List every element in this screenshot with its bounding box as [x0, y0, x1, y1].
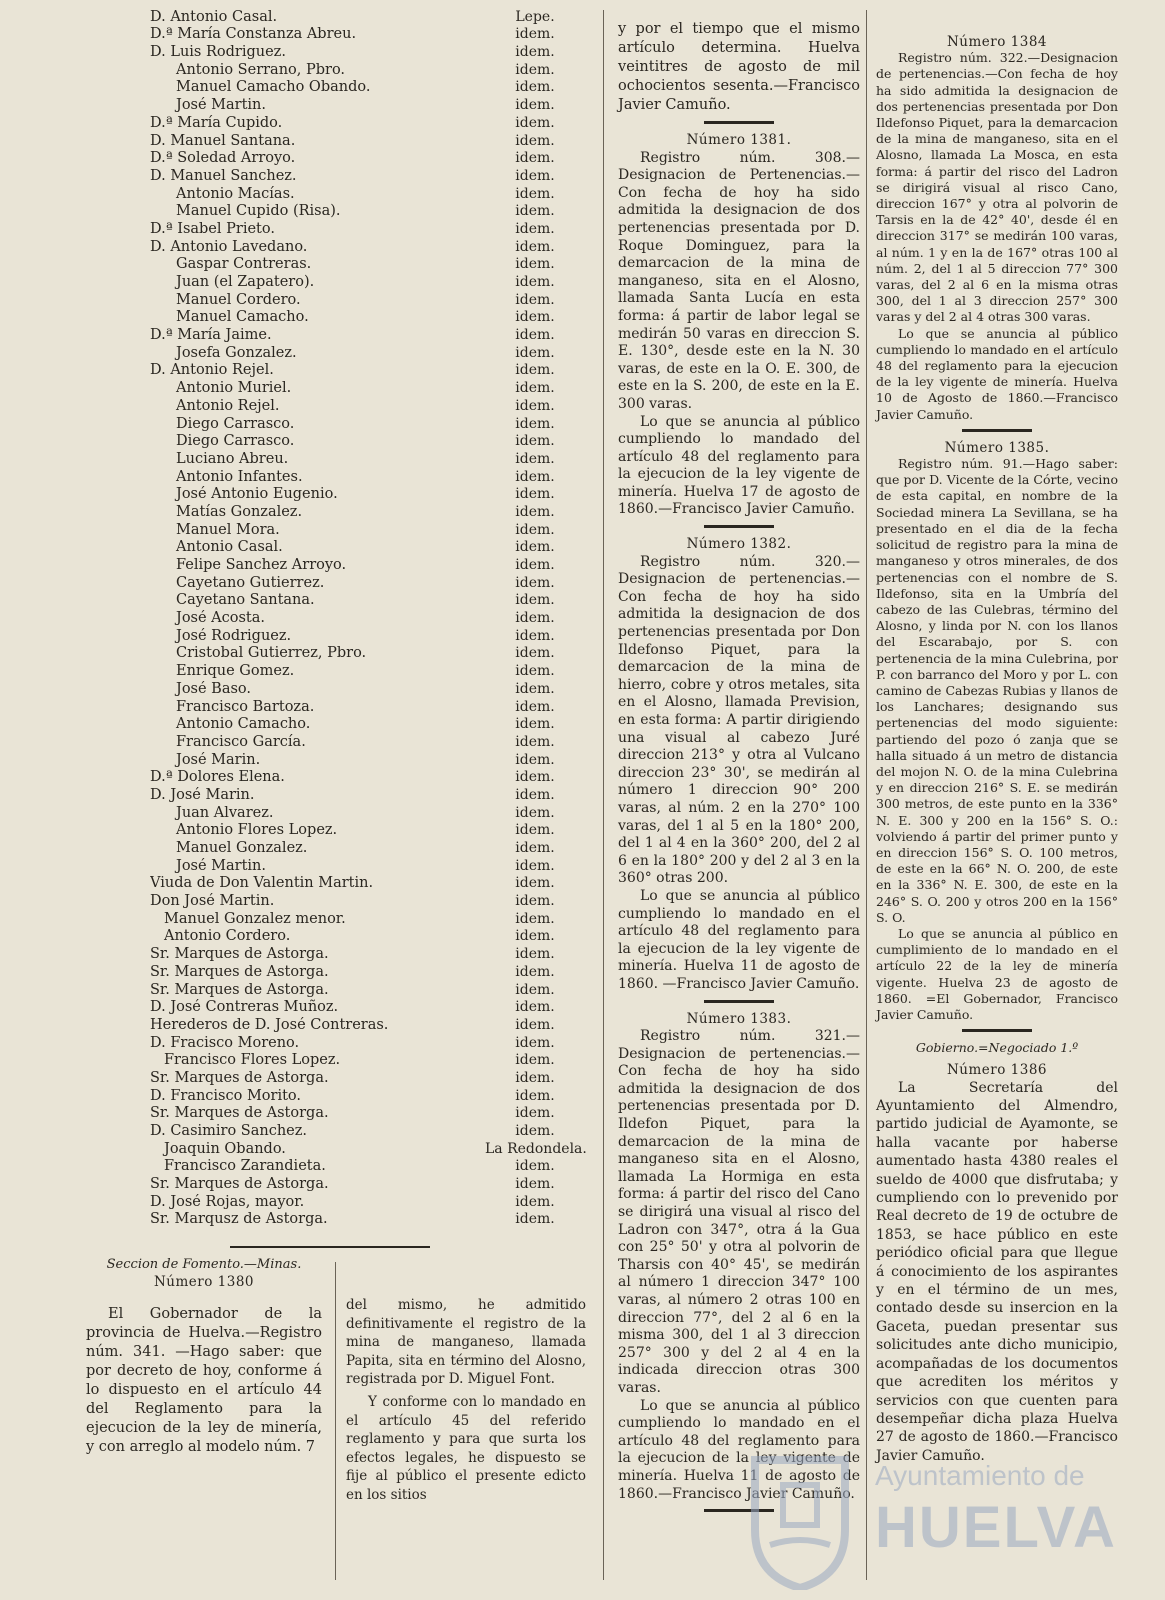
place-name: idem. — [515, 574, 555, 591]
person-name: José Martin. — [176, 857, 267, 874]
place-name: idem. — [515, 822, 555, 839]
place-name: idem. — [515, 256, 555, 273]
person-name: D.ª María Cupido. — [150, 114, 283, 131]
name-row — [150, 26, 620, 44]
name-row — [150, 645, 620, 663]
person-name: Sr. Marqusz de Astorga. — [150, 1211, 328, 1228]
name-row — [150, 1175, 620, 1193]
fomento-col-2 — [346, 1296, 586, 1505]
place-name: idem. — [515, 380, 555, 397]
person-name: Antonio Serrano, Pbro. — [176, 61, 346, 78]
name-row — [150, 592, 620, 610]
person-name: José Acosta. — [176, 610, 266, 627]
person-name: Francisco Bartoza. — [176, 698, 315, 715]
name-row — [150, 291, 620, 309]
place-name: idem. — [515, 274, 555, 290]
notice-number-1382: Número 1382. — [686, 536, 792, 553]
person-name: D. José Contreras Muñoz. — [150, 999, 339, 1016]
column-divider — [603, 10, 604, 1580]
place-name: idem. — [515, 698, 555, 715]
place-name: idem. — [515, 557, 555, 573]
place-name: idem. — [515, 132, 555, 149]
name-row — [150, 150, 620, 168]
person-name: Juan Alvarez. — [176, 804, 274, 821]
person-name: Sr. Marques de Astorga. — [150, 963, 329, 980]
name-row — [150, 238, 620, 256]
name-row — [150, 1158, 620, 1176]
name-row — [150, 8, 620, 26]
person-name: José Antonio Eugenio. — [176, 486, 338, 503]
ayuntamiento-watermark — [745, 1440, 1155, 1590]
place-name: idem. — [515, 1034, 555, 1051]
name-row — [150, 344, 620, 362]
person-name: José Marin. — [176, 751, 261, 768]
notice-number-1384: Número 1384 — [946, 34, 1048, 50]
place-name: idem. — [515, 1211, 555, 1228]
name-row — [150, 627, 620, 645]
name-row — [150, 273, 620, 291]
person-name: Antonio Cordero. — [164, 928, 291, 945]
person-name: Manuel Cordero. — [176, 291, 301, 308]
place-name: idem. — [515, 875, 555, 892]
name-row — [150, 698, 620, 716]
place-name: idem. — [515, 503, 555, 520]
name-row — [150, 1016, 620, 1034]
place-name: idem. — [515, 946, 555, 963]
place-name: idem. — [515, 521, 555, 538]
place-name: idem. — [515, 963, 555, 980]
place-name: idem. — [515, 680, 555, 697]
place-name: idem. — [515, 362, 555, 379]
name-row — [150, 999, 620, 1017]
notice-1383-announce: Lo que se anuncia al público cumpliendo lo mandado en el artículo 48 del reglamento para la ejecucion de la ley vigente de minería. Huelva 11 de agosto de 1860.—Francisco Javier Camuño. — [618, 1397, 860, 1502]
place-name: idem. — [515, 786, 555, 803]
place-name: idem. — [515, 97, 555, 114]
place-name: idem. — [515, 1052, 555, 1069]
person-name: D. Luis Rodriguez. — [150, 44, 286, 61]
name-row — [150, 945, 620, 963]
name-row — [150, 769, 620, 787]
person-name: José Martin. — [176, 97, 267, 114]
name-row — [150, 185, 620, 203]
person-name: D. José Marin. — [150, 786, 255, 803]
person-name: Manuel Mora. — [176, 521, 280, 538]
name-list — [150, 8, 620, 1228]
place-name: idem. — [515, 61, 555, 78]
person-name: Manuel Gonzalez. — [176, 840, 308, 856]
person-name: Antonio Muriel. — [176, 380, 292, 397]
person-name: Cayetano Santana. — [176, 592, 315, 609]
notice-1384-announce: Lo que se anuncia al público cumpliendo lo mandado en el artículo 48 del reglamento para la ejecucion de la ley vigente de minería. Huelva 10 de Agosto de 1860.—Francisco Javier Camuño. — [876, 325, 1118, 422]
section-header: Seccion de Fomento.—Minas. — [106, 1257, 302, 1272]
notice-number-1381: Número 1381. — [686, 132, 792, 148]
coat-of-arms-icon — [745, 1440, 855, 1590]
place-name: idem. — [515, 733, 555, 750]
notice-1380-text-end: Y conforme con lo mandado en el artículo 45 del referido reglamento y para que surta los efectos legales, he dispuesto se fije al público el presente edicto en los sitios — [346, 1393, 586, 1503]
name-row — [150, 61, 620, 79]
notice-number-1385: Número 1385. — [944, 439, 1050, 456]
place-name: idem. — [515, 539, 555, 556]
place-name: idem. — [515, 114, 555, 131]
place-name: idem. — [515, 769, 555, 786]
place-name: idem. — [515, 238, 555, 255]
person-name: Manuel Camacho. — [176, 309, 309, 326]
place-name: idem. — [515, 1069, 555, 1086]
place-name: idem. — [515, 44, 555, 61]
place-name: idem. — [515, 433, 555, 450]
place-name: idem. — [515, 220, 555, 237]
notice-1380-text-cont: del mismo, he admitido definitivamente el registro de la mina de manganeso, llamada Papita, sita en término del Alosno, registrada por D. Miguel Font. — [346, 1297, 586, 1388]
person-name: Cristobal Gutierrez, Pbro. — [176, 645, 367, 662]
place-name: idem. — [515, 716, 555, 733]
place-name: idem. — [515, 450, 555, 467]
person-name: D.ª Isabel Prieto. — [150, 220, 275, 237]
notice-1384-text: Registro núm. 322.—Designacion de pertenencias.—Con fecha de hoy ha sido admitida la designacion de dos pertenencias presentada por Don Ildefonso Piquet, para la demarcacion de la mina de manganeso, sita en el Alosno, llamada La Mosca, en esta forma: á partir del risco del Ladron se dirigirá visual al risco Cano, direccion 167° y otra al polvorin de Tarsis en la de 42° 40', desde él en direccion 317° se medirán 100 varas, al núm. 1 y en la de 167° otras 100 al núm. 2, del 1 al 5 direccion 77° 300 varas, del 2 al 6 en la misma otras 300, del 1 al 3 direccion 257° 300 varas y del 2 al 4 otras 300 varas. — [876, 50, 1118, 325]
name-row — [150, 1105, 620, 1123]
person-name: Francisco Flores Lopez. — [164, 1052, 341, 1069]
place-name: idem. — [515, 1105, 555, 1122]
name-row — [150, 203, 620, 221]
name-row — [150, 539, 620, 557]
notice-1385-text: Registro núm. 91.—Hago saber: que por D. Vicente de la Córte, vecino de esta capital, en nombre de la Sociedad minera La Sevillana, se ha presentado en el dia de la fecha solicitud de registro para la mina de manganeso y otros minerales, de dos pertenencias con el nombre de S. Ildefonso, sita en la Umbría del cabezo de las Culebras, término del Alosno, y linda por N. con los llanos del Escarabajo, por S. con pertenencia de la mina Culebrina, por P. con barranco del Moro y por L. con camino de Cabezas Rubias y llanos de los Lanchares; designando sus pertenencias del modo siguiente: partiendo del pozo ó zanja que se halla situado á un metro de distancia del mojon N. O. de la mina Culebrina y en direccion 216° S. E. se medirán 300 metros, de este punto en la 336° N. E. 300 y 200 en la 156° S. O.: volviendo á partir del primer punto y en direccion 156° S. O. 100 metros, de este en la 66° N. O. 200, de este en la 336° N. E. 300, de este en la 246° S. O. 200 y otros 200 en la 156° S. O. — [876, 456, 1118, 925]
place-name: idem. — [515, 26, 555, 43]
person-name: Manuel Gonzalez menor. — [164, 910, 346, 927]
person-name: D. Francisco Morito. — [150, 1087, 302, 1104]
person-name: D.ª María Constanza Abreu. — [150, 26, 357, 43]
person-name: Enrique Gomez. — [176, 663, 295, 680]
person-name: D.ª Soledad Arroyo. — [150, 150, 296, 167]
person-name: Sr. Marques de Astorga. — [150, 1069, 329, 1086]
place-name: idem. — [515, 1016, 555, 1033]
person-name: Antonio Casal. — [176, 539, 283, 556]
person-name: D. José Rojas, mayor. — [150, 1193, 305, 1210]
name-row — [150, 910, 620, 928]
notice-1383-text: Registro núm. 321.—Designacion de pertenencias.—Con fecha de hoy ha sido admitida la designacion de dos pertenencias presentada por D. Ildefon Piquet, para la demarcacion de la mina de manganeso sita en el Alosno, llamada La Hormiga en esta forma: á partir del risco del Cano se dirigirá una visual al risco del Ladron con 347°, otra á la Gua con 25° 50' y otra al polvorin de Tharsis con 40° 45', se medirán al número 1 direccion 347° 100 varas, al número 2 otras 100 en direccion 77°, del 2 al 6 en la misma 300, del 1 al 3 direccion 257° 300 y del 2 al 4 en la indicada direccion otras 300 varas. — [618, 1028, 860, 1396]
place-name: idem. — [515, 610, 555, 627]
name-row — [150, 397, 620, 415]
place-name: idem. — [515, 663, 555, 680]
person-name: Joaquin Obando. — [164, 1140, 286, 1157]
name-row — [150, 680, 620, 698]
separator — [962, 429, 1032, 432]
name-row — [150, 503, 620, 521]
place-name: idem. — [515, 309, 555, 326]
name-row — [150, 309, 620, 327]
name-row — [150, 662, 620, 680]
notice-1382-announce: Lo que se anuncia al público cumpliendo lo mandado en el artículo 48 del reglamento para la ejecucion de la ley vigente de minería. Huelva 11 de agosto de 1860. —Francisco Javier Camuño. — [618, 887, 860, 992]
name-row — [150, 822, 620, 840]
name-row — [150, 167, 620, 185]
name-row — [150, 1087, 620, 1105]
name-row — [150, 1193, 620, 1211]
person-name: Herederos de D. José Contreras. — [150, 1016, 389, 1033]
name-row — [150, 486, 620, 504]
name-row — [150, 96, 620, 114]
name-row — [150, 804, 620, 822]
name-row — [150, 114, 620, 132]
place-name: idem. — [515, 645, 555, 662]
notice-number-1380: Número 1380 — [153, 1273, 255, 1290]
person-name: D.ª María Jaime. — [150, 327, 272, 344]
person-name: José Rodriguez. — [176, 627, 292, 644]
notice-1386-text: La Secretaría del Ayuntamiento del Almendro, partido judicial de Ayamonte, se halla vacante por haberse aumentado hasta 4380 reales el sueldo de 4000 que disfrutaba; y cumpliendo con lo prevenido por Real decreto de 19 de octubre de 1853, se hace público en este periódico oficial para que llegue á conocimiento de los aspirantes y en el término de un mes, contado desde su insercion en la Gaceta, puedan presentar sus solicitudes ante dicho municipio, acompañadas de los documentos que acrediten los méritos y servicios con que cuenten para desempeñar dicha plaza Huelva 27 de agosto de 1860.—Francisco Javier Camuño. — [876, 1079, 1118, 1464]
person-name: Antonio Rejel. — [176, 397, 280, 414]
name-row — [150, 433, 620, 451]
gobierno-header: Gobierno.=Negociado 1.º — [915, 1040, 1079, 1056]
place-name: idem. — [515, 327, 555, 344]
person-name: D. Manuel Santana. — [150, 132, 296, 149]
place-name: idem. — [515, 397, 555, 414]
place-name: idem. — [515, 981, 555, 998]
place-name: idem. — [515, 893, 555, 910]
notice-1381-text: Registro núm. 308.—Designacion de Pertenencias.—Con fecha de hoy ha sido admitida la designacion de dos pertenencias presentada por D. Roque Dominguez, para la demarcacion de la mina de manganeso, sita en el Alosno, llamada Santa Lucía en esta forma: á partir de labor legal se medirán 50 varas en direccion S. E. 130°, desde este en la N. 30 varas, de este en la O. E. 300, de este en la S. 200, de este en la E. 300 varas. — [618, 149, 860, 412]
person-name: Diego Carrasco. — [176, 415, 295, 432]
person-name: Sr. Marques de Astorga. — [150, 946, 329, 963]
separator — [962, 1029, 1032, 1032]
place-name: idem. — [515, 999, 555, 1016]
place-name: idem. — [515, 468, 555, 485]
name-row — [150, 521, 620, 539]
person-name: Francisco García. — [176, 733, 306, 750]
place-name: idem. — [515, 167, 555, 184]
person-name: Don José Martin. — [150, 893, 275, 910]
separator — [704, 525, 774, 528]
section-rule — [230, 1246, 430, 1248]
place-name: idem. — [515, 1087, 555, 1104]
person-name: Sr. Marques de Astorga. — [150, 981, 329, 998]
place-name: idem. — [515, 150, 555, 167]
person-name: D. Casimiro Sanchez. — [150, 1123, 308, 1139]
place-name: idem. — [515, 203, 555, 220]
name-row — [150, 326, 620, 344]
name-row — [150, 716, 620, 734]
name-row — [150, 963, 620, 981]
name-row — [150, 415, 620, 433]
person-name: D. Antonio Casal. — [150, 8, 278, 25]
name-row — [150, 379, 620, 397]
place-name: idem. — [515, 910, 555, 927]
place-name: idem. — [515, 804, 555, 821]
place-name: idem. — [515, 857, 555, 874]
person-name: Gaspar Contreras. — [176, 256, 312, 273]
notice-1381-announce: Lo que se anuncia al público cumpliendo lo mandado del artículo 48 del reglamento para la ejecucion de la ley vigente de minería. Huelva 17 de agosto de 1860.—Francisco Javier Camuño. — [618, 413, 860, 518]
person-name: José Baso. — [176, 680, 251, 697]
column-divider — [866, 10, 867, 1580]
place-name: Lepe. — [515, 8, 555, 25]
name-row — [150, 839, 620, 857]
person-name: Sr. Marques de Astorga. — [150, 1176, 329, 1193]
edict-continuation: y por el tiempo que el mismo artículo determina. Huelva veintitres de agosto de mil ochocientos sesenta.—Francisco Javier Camuño. — [618, 21, 860, 113]
name-row — [150, 981, 620, 999]
name-row — [150, 733, 620, 751]
column-divider — [335, 1262, 336, 1580]
person-name: Luciano Abreu. — [176, 450, 289, 467]
separator — [704, 1000, 774, 1003]
name-row — [150, 1122, 620, 1140]
name-row — [150, 751, 620, 769]
place-name: idem. — [515, 592, 555, 609]
place-name: idem. — [515, 1123, 555, 1139]
name-row — [150, 609, 620, 627]
place-name: idem. — [515, 486, 555, 503]
person-name: Diego Carrasco. — [176, 433, 295, 450]
watermark-line-2: HUELVA — [875, 1495, 1117, 1560]
name-row — [150, 1052, 620, 1070]
person-name: Manuel Camacho Obando. — [176, 79, 371, 96]
place-name: idem. — [515, 928, 555, 945]
person-name: D. Fracisco Moreno. — [150, 1034, 300, 1051]
name-row — [150, 220, 620, 238]
place-name: idem. — [515, 79, 555, 96]
name-row — [150, 79, 620, 97]
name-row — [150, 857, 620, 875]
name-row — [150, 1140, 620, 1158]
person-name: Francisco Zarandieta. — [164, 1158, 326, 1175]
fomento-col-1 — [86, 1256, 322, 1457]
place-name: idem. — [515, 751, 555, 768]
place-name: idem. — [515, 415, 555, 432]
person-name: D. Antonio Rejel. — [150, 362, 274, 379]
person-name: Felipe Sanchez Arroyo. — [176, 557, 347, 573]
person-name: Antonio Flores Lopez. — [176, 822, 338, 839]
notice-number-1383: Número 1383. — [686, 1010, 792, 1027]
name-row — [150, 43, 620, 61]
person-name: Antonio Camacho. — [176, 716, 311, 733]
place-name: idem. — [515, 1193, 555, 1210]
place-name: idem. — [515, 185, 555, 202]
name-row — [150, 256, 620, 274]
separator — [704, 121, 774, 124]
person-name: Viuda de Don Valentin Martin. — [150, 875, 374, 892]
notice-number-1386: Número 1386 — [946, 1062, 1048, 1079]
name-row — [150, 362, 620, 380]
notice-1382-text: Registro núm. 320.—Designacion de pertenencias.—Con fecha de hoy ha sido admitida la designacion de dos pertenencias presentada por Don Ildefonso Piquet, para la demarcacion de la mina de hierro, cobre y otros metales, sita en el Alosno, llamada Prevision, en esta forma: A partir dirigiendo una visual al cabezo Juré direccion 213° y otra al Vulcano direccion 23° 30', se medirán al número 1 direccion 90° 200 varas, al núm. 2 en la 270° 100 varas, del 1 al 5 en la 180° 200, del 1 al 4 en la 360° 200, del 2 al 6 en la 180° 200 y del 2 al 3 en la 360° otras 200. — [618, 553, 860, 887]
name-row — [150, 574, 620, 592]
person-name: Manuel Cupido (Risa). — [176, 203, 341, 220]
name-row — [150, 928, 620, 946]
name-row — [150, 450, 620, 468]
person-name: D.ª Dolores Elena. — [150, 769, 285, 786]
person-name: D. Manuel Sanchez. — [150, 167, 297, 184]
place-name: idem. — [515, 840, 555, 856]
place-name: idem. — [515, 344, 555, 361]
name-row — [150, 892, 620, 910]
place-name: idem. — [515, 1176, 555, 1193]
name-row — [150, 468, 620, 486]
person-name: Antonio Infantes. — [176, 468, 303, 485]
person-name: Matías Gonzalez. — [176, 503, 303, 520]
place-name: idem. — [515, 627, 555, 644]
person-name: Josefa Gonzalez. — [176, 344, 297, 361]
name-row — [150, 132, 620, 150]
person-name: D. Antonio Lavedano. — [150, 238, 308, 255]
name-row — [150, 1034, 620, 1052]
name-row — [150, 556, 620, 574]
place-name: La Redondela. — [485, 1140, 587, 1157]
place-name: idem. — [515, 291, 555, 308]
column-3 — [618, 20, 860, 1520]
watermark-line-1: Ayuntamiento de — [875, 1460, 1085, 1491]
person-name: Cayetano Gutierrez. — [176, 574, 325, 591]
person-name: Juan (el Zapatero). — [176, 274, 315, 290]
place-name: idem. — [515, 1158, 555, 1175]
notice-1385-announce: Lo que se anuncia al público en cumplimiento de lo mandado en el artículo 22 de la ley de minería vigente. Huelva 23 de agosto de 1860. =El Gobernador, Francisco Javier Camuño. — [876, 925, 1118, 1022]
name-row — [150, 786, 620, 804]
notice-1380-text: El Gobernador de la provincia de Huelva.—Registro núm. 341. —Hago saber: que por decreto de hoy, conforme á lo dispuesto en el artículo 44 del Reglamento para la ejecucion de la ley de minería, y con arreglo al modelo núm. 7 — [86, 1306, 322, 1456]
column-4 — [876, 34, 1118, 1465]
name-row — [150, 875, 620, 893]
name-row — [150, 1211, 620, 1229]
person-name: Antonio Macías. — [176, 185, 295, 202]
person-name: Sr. Marques de Astorga. — [150, 1105, 329, 1122]
name-row — [150, 1069, 620, 1087]
